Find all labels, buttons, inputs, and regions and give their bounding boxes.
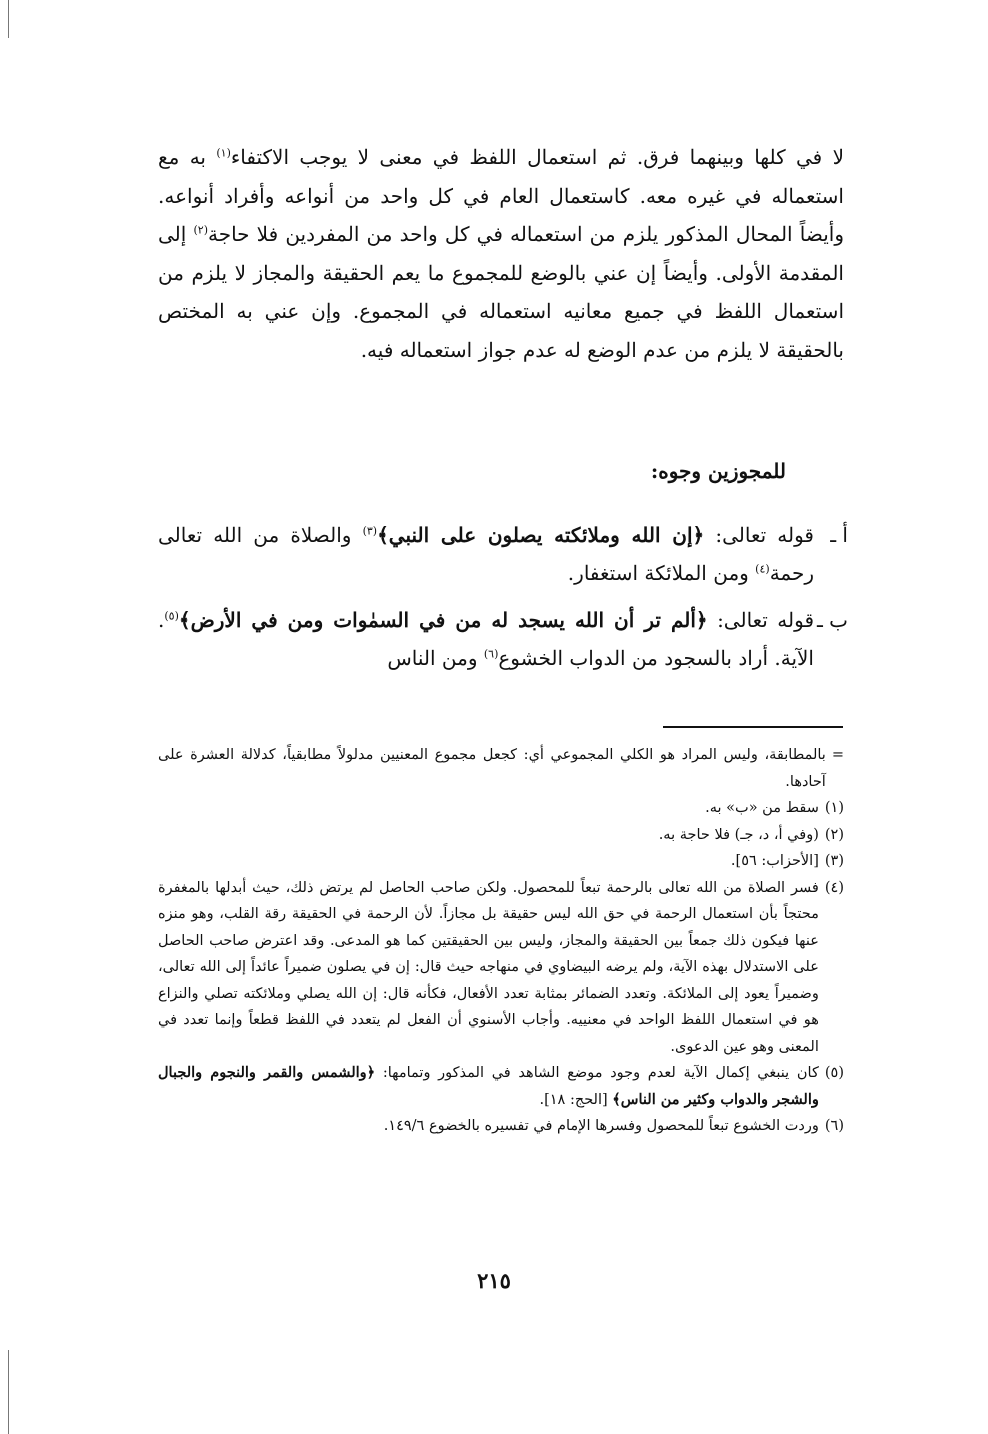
footnote-number: =	[831, 747, 844, 763]
footnote-number: (٥)	[824, 1065, 844, 1081]
footnote-ref: (٣)	[362, 524, 378, 538]
scan-edge-top	[8, 0, 9, 38]
footnote-number: (٤)	[824, 879, 844, 896]
footnote-number: (١)	[824, 800, 844, 816]
footnote-text: وردت الخشوع تبعاً للمحصول وفسرها الإمام في تفسيره بالخضوع ١٤٩/٦.	[383, 1118, 819, 1134]
footnote-number: (٣)	[824, 853, 844, 869]
footnotes	[158, 742, 844, 1140]
footnote-text: بالمطابقة، وليس المراد هو الكلي المجموعي أي: كجعل مجموع المعنيين مدلولاً مطابقياً، كدلالة العشرة على آحادها.	[158, 747, 826, 790]
quran-verse: ﴿والشمس والقمر والنجوم والجبال والشجر والدواب وكثير من الناس﴾	[158, 1064, 819, 1108]
footnote-ref: (٢)	[193, 223, 208, 237]
main-paragraph	[158, 138, 844, 369]
footnote-number: (٦)	[824, 1118, 844, 1134]
text-run: . الآية. أراد بالسجود من الدواب الخشوع	[158, 608, 814, 670]
footnote-text: (وفي أ، د، جـ) فلا حاجة به.	[658, 826, 819, 843]
footnote-1	[158, 795, 844, 822]
text-run: به مع استعماله في غيره معه. كاستعمال العام في كل واحد من أنواعه وأفراد أنواعه. وأيضاً المحال المذكور يلزم من استعماله في كل واحد من المفردين فلا حاجة	[158, 145, 844, 246]
page-number: ٢١٥	[477, 1268, 511, 1293]
paragraph-body	[158, 138, 844, 369]
quran-verse: ﴿إن الله وملائكته يصلون على النبي﴾	[377, 523, 705, 547]
footnote-ref: (٤)	[755, 562, 770, 576]
footnote-number: (٢)	[824, 826, 844, 843]
footnote-text: [الأحزاب: ٥٦].	[730, 853, 819, 869]
scan-edge-bottom	[8, 1350, 9, 1434]
section-heading: للمجوزين وجوه:	[650, 459, 786, 483]
text-run: إلى المقدمة الأولى. وأيضاً إن عني بالوضع للمجموع ما يعم الحقيقة والمجاز لا يلزم من استعمال اللفظ في جميع معانيه استعماله في المجموع. وإن عني به المختص بالحقيقة لا يلزم من عدم الوضع له عدم جواز استعماله فيه.	[158, 222, 844, 362]
text-run: قوله تعالى:	[704, 523, 814, 547]
quran-verse: ﴿ألم تر أن الله يسجد له من في السمٰوات ومن في الأرض﴾	[178, 608, 708, 632]
footnote-text	[158, 1060, 819, 1113]
footnote-3	[158, 848, 844, 875]
text-run: ومن الملائكة استغفار.	[567, 561, 756, 585]
text-run: [الحج: ١٨].	[539, 1091, 613, 1108]
text-run: والصلاة من الله تعالى رحمة	[158, 523, 814, 585]
footnote-4	[158, 875, 844, 1061]
item-label: أ ـ	[830, 523, 848, 547]
footnote-ref: (٦)	[483, 647, 499, 661]
footnote-6	[158, 1113, 844, 1140]
argument-list	[158, 516, 848, 686]
list-item	[158, 516, 848, 592]
footnote-continued	[158, 742, 844, 795]
item-text	[158, 601, 814, 677]
item-label: ب ـ	[816, 608, 848, 632]
list-item	[158, 601, 848, 677]
footnote-5	[158, 1060, 844, 1113]
footnote-2	[158, 822, 844, 849]
text-run: كان ينبغي إكمال الآية لعدم وجود موضع الشاهد في المذكور وتمامها:	[375, 1065, 819, 1081]
footnote-text: سقط من «ب» به.	[705, 800, 819, 816]
text-run: لا في كلها وبينهما فرق. ثم استعمال اللفظ في معنى لا يوجب الاكتفاء	[230, 145, 844, 169]
footnote-ref: (١)	[216, 146, 231, 160]
text-run: قوله تعالى:	[707, 608, 815, 632]
footnote-separator	[663, 726, 843, 728]
item-text	[158, 516, 814, 592]
footnote-ref: (٥)	[164, 609, 179, 623]
footnote-text: فسر الصلاة من الله تعالى بالرحمة تبعاً للمحصول. ولكن صاحب الحاصل لم يرتض ذلك، حيث أبدلها بالمغفرة محتجاً بأن استعمال الرحمة في حق الله ليس حقيقة بل مجازاً. لأن الرحمة في الحقيقة رقة القلب، وهو منزه عنها فيكون ذلك جمعاً بين الحقيقة والمجاز، وليس بين الحقيقتين كما هو المدعى. وقد اعترض صاحب الحاصل على الاستدلال بهذه الآية، ولم يرضه البيضاوي في منهاجه حيث قال: إن في يصلون ضميراً عائداً إلى الله تعالى، وضميراً يعود إلى الملائكة. وتعدد الضمائر بمثابة تعدد الأفعال، فكأنه قال: إن الله يصلي وملائكته تصلي والنزاع هو في استعمال اللفظ الواحد في معنييه. وأجاب الأسنوي أن الفعل لم يتعدد في اللفظ قطعاً وإنما تعدد في المعنى وهو عين الدعوى.	[158, 879, 819, 1055]
text-run: ومن الناس	[387, 646, 484, 670]
